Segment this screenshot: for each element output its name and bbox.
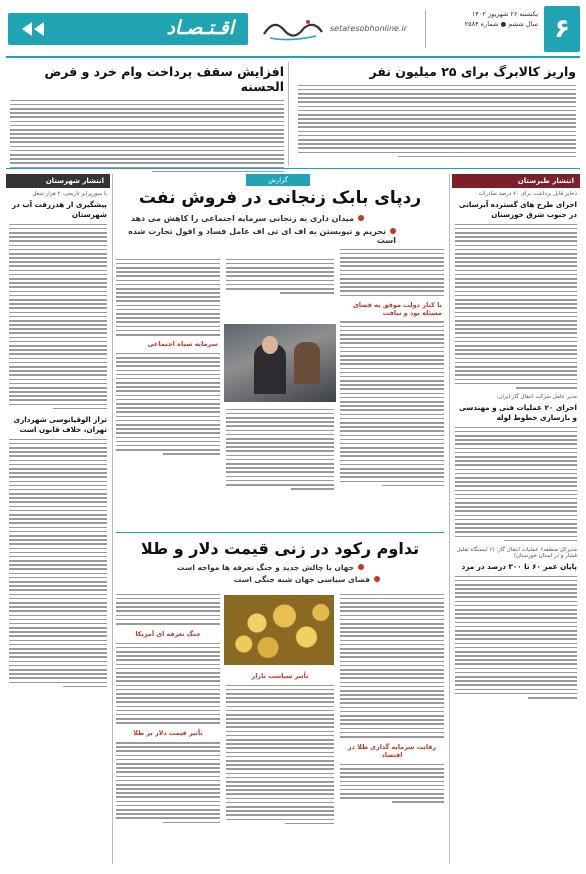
item-supertitle: مدیر عامل شرکت انتقال گاز ایران: (496, 394, 577, 401)
feature-story (116, 174, 444, 528)
item-body (6, 439, 110, 688)
item-title[interactable]: پیشگیری از هدررفت آب در شهرستان (12, 200, 107, 219)
gold-subhead: فضای سیاسی جهان شبه جنگی است (234, 575, 380, 584)
item-supertitle: ذخایر قابل برداشت برای ۷۰ درصد صادرات (478, 191, 577, 197)
story-kicker: گزارش (246, 174, 310, 186)
feature-headline[interactable]: ردپای بابک زنجانی در فروش نفت (138, 188, 422, 208)
left-news-column (6, 174, 110, 864)
section-rule (6, 168, 580, 169)
issue-line: سال ششم ● شماره ۲۵۸۴ (464, 20, 538, 28)
box-title: جنگ تعرفه ای آمریکا (135, 630, 201, 639)
header-rule (6, 56, 580, 58)
box-title: سرمایه سیاه اجتماعی (147, 340, 218, 349)
story-body (294, 85, 580, 158)
gold-headline[interactable]: تداوم رکود در زنی قیمت دلار و طلا (140, 539, 420, 558)
feature-text-col (226, 406, 334, 492)
page-header (0, 0, 586, 58)
bullet-icon (358, 215, 364, 221)
gold-text-col (116, 591, 220, 826)
header-divider (425, 10, 426, 48)
right-news-column (452, 174, 580, 864)
column-divider (288, 62, 289, 166)
feature-subhead: تحریم و تیوبستن به اف ای تی اف عامل فساد و افول تجارت شده است (128, 227, 396, 245)
feature-text-col (340, 246, 444, 489)
logo-script-icon (260, 14, 326, 44)
item-body (6, 224, 110, 410)
feature-photo (224, 324, 336, 402)
gold-coins-photo (224, 595, 334, 665)
item-title[interactable]: تراز الوقیانوسی شهرداری تهران، خلاف قانون است (13, 415, 107, 435)
gold-text-col (340, 591, 444, 806)
item-supertitle: با سورپرایز تاریخی، ۲ هزار شغل (32, 191, 107, 197)
gold-subhead: جهان با چالش جدید و جنگ تعرفه ها مواجه است (177, 563, 364, 572)
column-header: انتشار طبرستان (452, 174, 580, 188)
feature-text-col (116, 256, 220, 457)
story-title[interactable]: افزایش سقف پرداخت وام خرد و قرض الحسنه (44, 64, 284, 94)
box-title: تأثیر قیمت دلار بر طلا (133, 729, 203, 738)
page-number: ۶ (544, 6, 580, 52)
photo-face (262, 336, 278, 354)
photo-figure (294, 342, 320, 384)
item-body (452, 576, 580, 699)
item-body (452, 427, 580, 542)
section-title: اقـتـصـاد (166, 17, 234, 39)
column-header: انتشار شهرستان (6, 174, 110, 188)
feature-subhead: میدان داری به زنجانی سرمایه اجتماعی را کاهش می دهد (131, 214, 364, 223)
gold-dollar-story (116, 532, 444, 864)
story-body (6, 100, 288, 173)
gold-text-col (226, 669, 334, 827)
double-chevron-icon (18, 20, 48, 42)
bullet-icon (374, 576, 380, 582)
story-kalabarg (294, 60, 580, 168)
bullet-icon (358, 564, 364, 570)
item-supertitle: مدیرکل منطقه۶ عملیات انتقال گاز: (۶ ایستگاه تقلیل فشار و در استان خوزستان) (456, 546, 577, 559)
item-title[interactable]: پایان عمر ۶۰ تا ۳۰۰ درصد در مرد (461, 561, 577, 571)
column-divider (449, 174, 450, 864)
date-line: یکشنبه ۲۶ شهریور ۱۴۰۲ (471, 10, 538, 18)
bullet-icon (390, 228, 396, 234)
site-url[interactable]: setaresobhonline.ir (330, 24, 408, 33)
box-title: رقابت سرمایه گذاری طلا در اقتصاد (347, 743, 437, 760)
item-title[interactable]: اجرای ۲۰ عملیات فنی و مهندسی و بازسازی خطوط لوله (459, 403, 577, 423)
story-loan (6, 60, 288, 168)
top-stories (6, 60, 580, 168)
box-title: تأثیر سیاست بازار (251, 672, 309, 680)
date-box (430, 9, 538, 29)
section-banner (8, 13, 248, 45)
item-body (452, 224, 580, 389)
story-title[interactable]: واریز کالابرگ برای ۲۵ میلیون نفر (369, 64, 576, 79)
item-title[interactable]: اجرای طرح های گسترده آبرسانی در جنوب شرق خوزستان (458, 200, 577, 219)
column-divider (112, 174, 113, 864)
newspaper-logo (260, 14, 326, 44)
box-title: با کنار دولت موفق به قضای مسئله بود و نیافت (352, 300, 442, 317)
feature-text-col (226, 256, 334, 296)
